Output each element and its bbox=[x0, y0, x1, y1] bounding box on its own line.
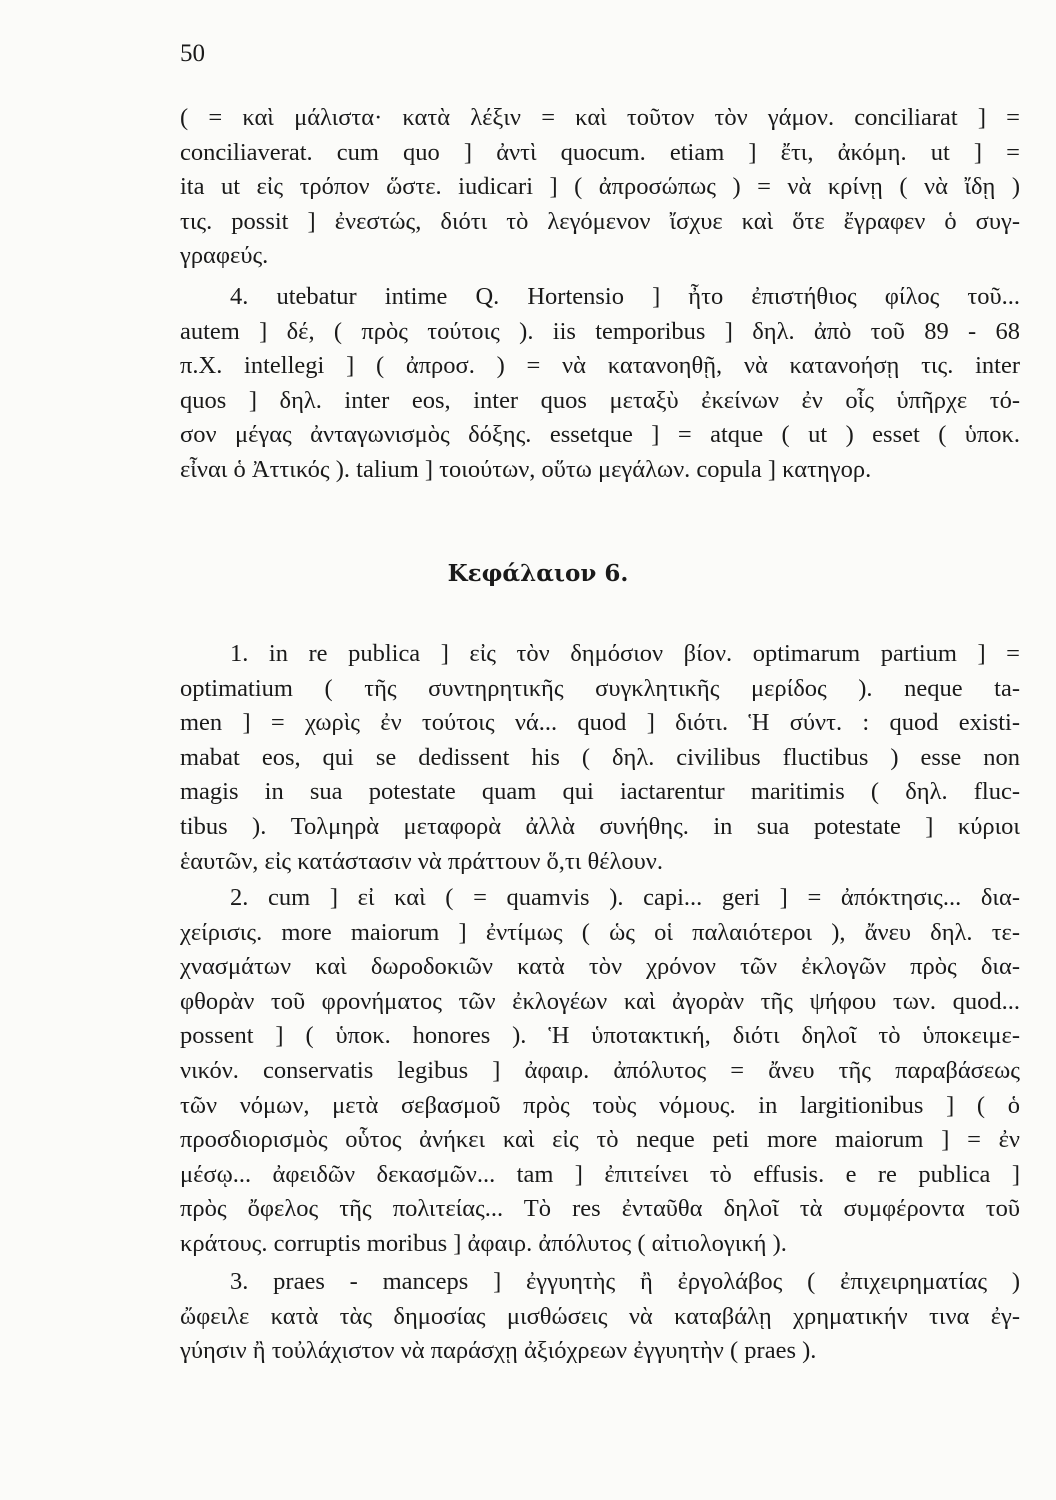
text-line: men ] = χωρὶς ἐν τούτοις νά... quod ] διότι. Ἡ σύντ. : quod existi- bbox=[180, 709, 1020, 737]
text-line: magis in sua potestate quam qui iactarentur maritimis ( δηλ. fluc- bbox=[180, 778, 1020, 806]
text-line: ὤφειλε κατὰ τὰς δημοσίας μισθώσεις νὰ καταβάλῃ χρηματικήν τινα ἐγ- bbox=[180, 1302, 1020, 1330]
paragraph-note-1 bbox=[180, 637, 1020, 879]
text-line: μέσῳ... ἀφειδῶν δεκασμῶν... tam ] ἐπιτείνει τὸ effusis. e re publica ] bbox=[180, 1160, 1020, 1188]
text-line: νικόν. conservatis legibus ] ἀφαιρ. ἀπόλυτος = ἄνευ τῆς παραβάσεως bbox=[180, 1056, 1020, 1084]
text-line: σον μέγας ἀνταγωνισμὸς δόξης. essetque ] = atque ( ut ) esset ( ὑποκ. bbox=[180, 421, 1020, 449]
text-line: προσδιορισμὸς οὗτος ἀνήκει καὶ εἰς τὸ neque peti more maiorum ] = ἐν bbox=[180, 1126, 1020, 1154]
text-line: φθορὰν τοῦ φρονήματος τῶν ἐκλογέων καὶ ἀγορὰν τῆς ψήφου των. quod... bbox=[180, 987, 1020, 1015]
text-line: τις. possit ] ἐνεστώς, διότι τὸ λεγόμενον ἴσχυε καὶ ὅτε ἔγραφεν ὁ συγ- bbox=[180, 207, 1020, 235]
text-line: π.Χ. intellegi ] ( ἀπροσ. ) = νὰ κατανοηθῇ, νὰ κατανοήσῃ τις. inter bbox=[180, 352, 1020, 380]
text-line: ita ut εἰς τρόπον ὥστε. iudicari ] ( ἀπροσώπως ) = νὰ κρίνῃ ( νὰ ἴδῃ ) bbox=[180, 173, 1020, 201]
text-line: 1. in re publica ] εἰς τὸν δημόσιον βίον. optimarum partium ] = bbox=[230, 640, 1020, 667]
text-line: πρὸς ὄφελος τῆς πολιτείας... Τὸ res ἐνταῦθα δηλοῖ τὰ συμφέροντα τοῦ bbox=[180, 1195, 1020, 1223]
text-line: mabat eos, qui se dedissent his ( δηλ. civilibus fluctibus ) esse non bbox=[180, 743, 1020, 771]
paragraph-continuation bbox=[180, 101, 1020, 274]
chapter-heading: Κεφάλαιον 6. bbox=[447, 560, 629, 587]
text-line: ( = καὶ μάλιστα· κατὰ λέξιν = καὶ τοῦτον τὸν γάμον. conciliarat ] = bbox=[180, 104, 1020, 131]
text-line: εἶναι ὁ Ἀττικός ). talium ] τοιούτων, οὕτω μεγάλων. copula ] κατηγορ. bbox=[180, 455, 872, 483]
text-line: 3. praes - manceps ] ἐγγυητὴς ἢ ἐργολάβος ( ἐπιχειρηματίας ) bbox=[230, 1268, 1020, 1295]
text-line: ἑαυτῶν, εἰς κατάστασιν νὰ πράττουν ὅ,τι θέλουν. bbox=[180, 847, 663, 875]
text-line: γύησιν ἢ τοὐλάχιστον νὰ παράσχῃ ἀξιόχρεων ἐγγυητὴν ( praes ). bbox=[180, 1337, 817, 1365]
paragraph-note-4 bbox=[180, 280, 1020, 488]
paragraph-note-3 bbox=[180, 1265, 1020, 1369]
text-line: τῶν νόμων, μετὰ σεβασμοῦ πρὸς τοὺς νόμους. in largitionibus ] ( ὁ bbox=[180, 1091, 1020, 1119]
text-line: χνασμάτων καὶ δωροδοκιῶν κατὰ τὸν χρόνον τῶν ἐκλογῶν πρὸς δια- bbox=[180, 953, 1020, 981]
text-line: quos ] δηλ. inter eos, inter quos μεταξὺ ἐκείνων ἐν οἷς ὑπῆρχε τό- bbox=[180, 386, 1020, 414]
text-line: tibus ). Τολμηρὰ μεταφορὰ ἀλλὰ συνήθης. in sua potestate ] κύριοι bbox=[180, 812, 1020, 840]
text-line: 4. utebatur intime Q. Hortensio ] ἦτο ἐπιστήθιος φίλος τοῦ... bbox=[230, 283, 1020, 310]
text-line: conciliaverat. cum quo ] ἀντὶ quocum. etiam ] ἔτι, ἀκόμη. ut ] = bbox=[180, 138, 1020, 166]
text-line: optimatium ( τῆς συντηρητικῆς συγκλητικῆς μερίδος ). neque ta- bbox=[180, 674, 1020, 702]
text-line: 2. cum ] εἰ καὶ ( = quamvis ). capi... geri ] = ἀπόκτησις... δια- bbox=[230, 884, 1020, 911]
paragraph-note-2 bbox=[180, 881, 1020, 1262]
text-line: γραφεύς. bbox=[180, 242, 269, 270]
text-line: κράτους. corruptis moribus ] ἀφαιρ. ἀπόλυτος ( αἰτιολογική ). bbox=[180, 1229, 787, 1257]
text-line: χείρισις. more maiorum ] ἐντίμως ( ὡς οἱ παλαιότεροι ), ἄνευ δηλ. τε- bbox=[180, 918, 1020, 946]
text-line: autem ] δέ, ( πρὸς τούτοις ). iis temporibus ] δηλ. ἀπὸ τοῦ 89 - 68 bbox=[180, 317, 1020, 345]
page-number: 50 bbox=[180, 40, 205, 67]
text-line: possent ] ( ὑποκ. honores ). Ἡ ὑποτακτική, διότι δηλοῖ τὸ ὑποκειμε- bbox=[180, 1022, 1020, 1050]
